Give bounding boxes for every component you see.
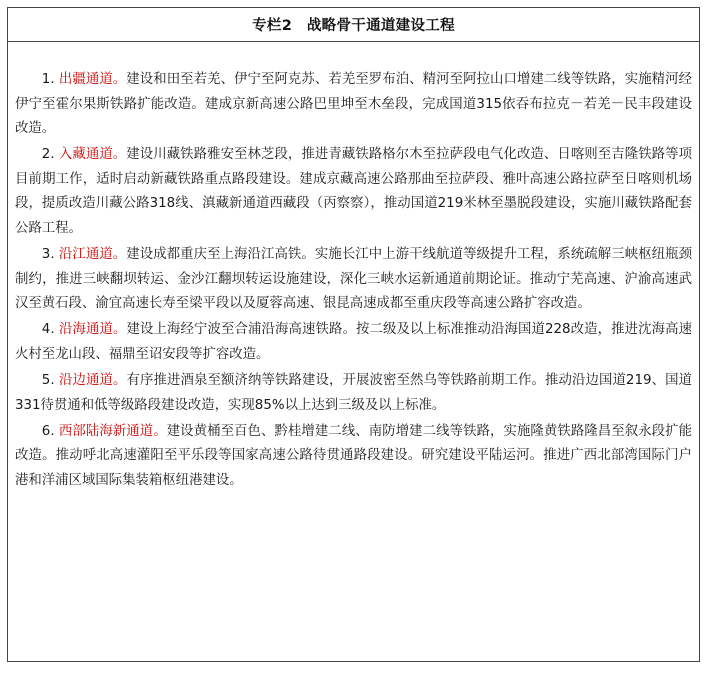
column-box-body (8, 42, 699, 494)
item-outbound-xinjiang (15, 68, 692, 142)
item-heading: 沿边通道。 (58, 373, 127, 389)
item-text: 建设成都重庆至上海沿江高铁。实施长江中上游干线航道等级提升工程，系统疏解三峡枢纽瓶颈制约，推进三峡翻坝转运、金沙江翻坝转运设施建设，深化三峡水运新通道前期论证。推动宁芜高速、沪渝高速武汉至黄石段、渝宜高速长寿至梁平段以及厦蓉高速、银昆高速成都至重庆段等高速公路扩容改造。 (15, 247, 692, 312)
item-number: 4. (41, 322, 55, 338)
item-number: 5. (41, 373, 55, 389)
item-heading: 沿江通道。 (58, 247, 127, 263)
item-along-border (15, 369, 692, 418)
item-text: 有序推进酒泉至额济纳等铁路建设，开展波密至然乌等铁路前期工作。推动沿边国道219、国道331待贯通和低等级路段建设改造，实现85%以上达到三级及以上标准。 (15, 373, 692, 413)
item-heading: 入藏通道。 (58, 147, 127, 163)
item-number: 6. (41, 423, 55, 439)
item-heading: 西部陆海新通道。 (58, 423, 167, 439)
item-text: 建设上海经宁波至合浦沿海高速铁路。按二级及以上标准推动沿海国道228改造，推进沈海高速火村至龙山段、福鼎至诏安段等扩容改造。 (15, 322, 692, 363)
item-text: 建设黄桶至百色、黔桂增建二线、南防增建二线等铁路，实施隆黄铁路隆昌至叙永段扩能改造。推动呼北高速灌阳至平乐段等国家高速公路待贯通路段建设。研究建设平陆运河。推进广西北部湾国际门户港和洋浦区域国际集装箱枢纽港建设。 (15, 423, 693, 488)
item-heading: 沿海通道。 (58, 322, 127, 338)
item-number: 2. (41, 147, 55, 163)
item-text: 建设和田至若羌、伊宁至阿克苏、若羌至罗布泊、精河至阿拉山口增建二线等铁路，实施精河经伊宁至霍尔果斯铁路扩能改造。建成京新高速公路巴里坤至木垒段，完成国道315依吞布拉克－若羌－民丰段建设改造。 (15, 72, 692, 137)
column-box-title: 专栏2 战略骨干通道建设工程 (252, 18, 455, 34)
item-text: 建设川藏铁路雅安至林芝段，推进青藏铁路格尔木至拉萨段电气化改造、日喀则至吉隆铁路等项目前期工作，适时启动新藏铁路重点路段建设。建成京藏高速公路那曲至拉萨段、雅叶高速公路拉萨至日喀则机场段，提质改造川藏公路318线、滇藏新通道西藏段（丙察察），推动国道219米林至墨脱段建设，实施川藏铁路配套公路工程。 (15, 147, 692, 237)
column-box-header (8, 8, 699, 42)
item-western-land-sea (15, 420, 692, 494)
item-number: 1. (41, 72, 55, 87)
item-along-coast (15, 318, 692, 367)
item-along-river (15, 243, 692, 317)
item-heading: 出疆通道。 (58, 72, 127, 87)
item-number: 3. (41, 247, 55, 263)
column-box (7, 7, 700, 662)
item-into-tibet (15, 143, 692, 241)
